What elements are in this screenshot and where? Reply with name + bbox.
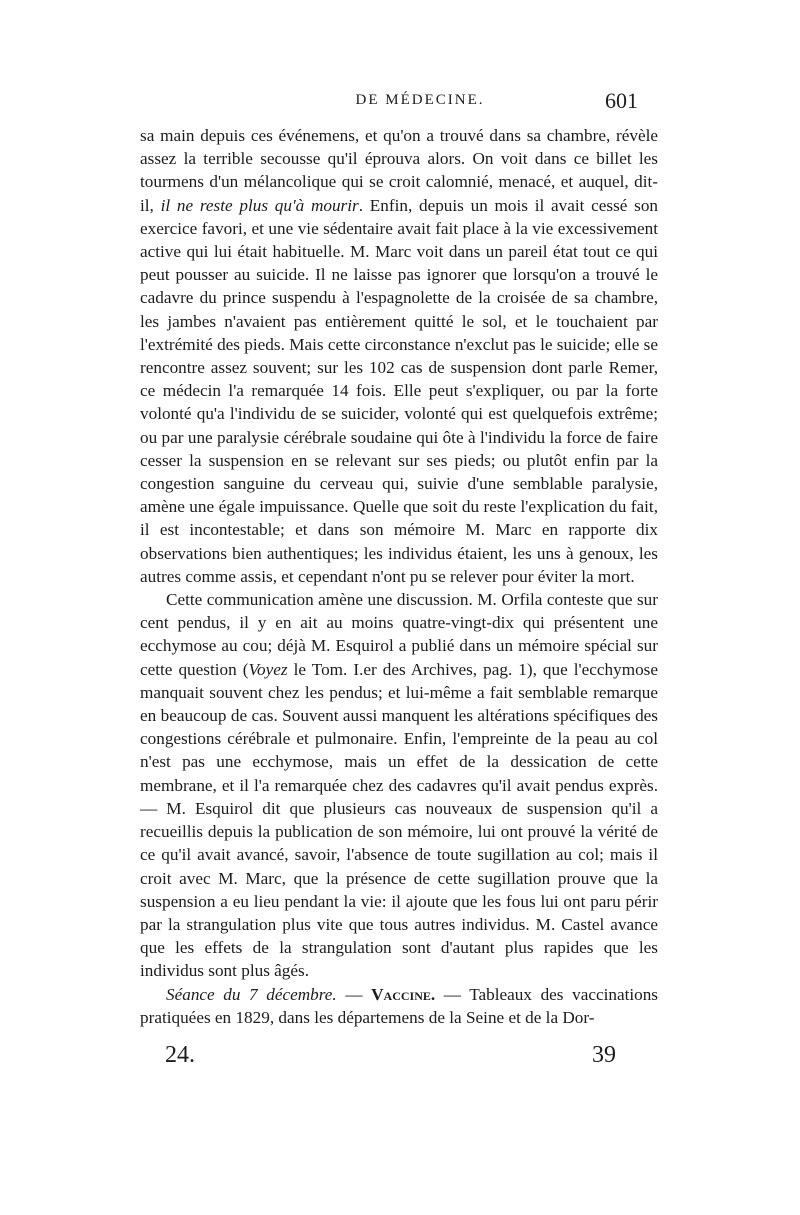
- voyez-italic: Voyez: [248, 659, 288, 679]
- signature-mark-right: 39: [592, 1042, 616, 1068]
- paragraph-1-part-1: sa main depuis ces événemens, et qu'on a trouvé dans sa chambre, révèle assez la terrible secousse qu'il éprouva alors. On voit dans ce billet les tourmens d'un mélancolique qui se croit calomnié, menacé, et auquel, dit-il,: [140, 126, 658, 215]
- seance-date: Séance du 7 décembre.: [166, 984, 337, 1004]
- dash: —: [336, 984, 372, 1004]
- paragraph-2-part-1: Cette communication amène une discussion. M. Orfila conteste que sur cent pendus, il y en ait au moins quatre-vingt-dix qui présentent une ecchymose au cou; déjà M. Esquirol a publié dans un mémoire spécial sur cette question (: [140, 590, 658, 679]
- paragraph-2-part-2: le Tom. I.er des Archives, pag. 1), que l'ecchymose manquait souvent chez les pendus; et lui-même a fait semblable remarque en beaucoup de cas. Souvent aussi manquent les altérations spécifiques des congestions cérébrale et pulmonaire. Enfin, l'empreinte de la peau au col n'est pas une ecchymose, mais un effet de la dessication de cette membrane, et il l'a remarquée chez des cadavres qu'il avait pendus exprès. — M. Esquirol dit que plusieurs cas nouveaux de suspension qu'il a recueillis depuis la publication de son mémoire, lui ont prouvé la vérité de ce qu'il avait avancé, savoir, l'absence de toute sugillation au col; mais il croit avec M. Marc, que la présence de cette sugillation prouve que la suspension a eu lieu pendant la vie: il ajoute que les fous lui ont paru périr par la strangulation plus vite que tous autres individus. M. Castel avance que les effets de la strangulation sont d'autant plus rapides que les individus sont plus âgés.: [140, 659, 658, 981]
- paragraph-2: [140, 588, 658, 982]
- paragraph-1: [140, 124, 658, 588]
- body-text: [140, 124, 658, 1029]
- paragraph-3-text: — Tableaux des vaccinations pratiquées en 1829, dans les départemens de la Seine et de la Dor-: [140, 984, 658, 1027]
- paragraph-1-part-2: . Enfin, depuis un mois il avait cessé son exercice favori, et une vie sédentaire avait fait place à la vie excessivement active qui lui était habituelle. M. Marc voit dans un pareil état tout ce qui peut pousser au suicide. Il ne laisse pas ignorer que lorsqu'on a trouvé le cadavre du prince suspendu à l'espagnolette de la croisée de sa chambre, les jambes n'avaient pas entièrement quitté le sol, et le touchaient par l'extrémité des pieds. Mais cette circonstance n'exclut pas le suicide; elle se rencontre assez souvent; sur les 102 cas de suspension dont parle Remer, ce médecin l'a remarquée 14 fois. Elle peut s'expliquer, ou par la forte volonté qu'a l'individu de se suicider, volonté qui est quelquefois extrême; ou par une paralysie cérébrale soudaine qui ôte à l'individu la force de faire cesser la suspension en se relevant sur ses pieds; ou plutôt enfin par la congestion sanguine du cerveau qui, suivie d'une semblable paralysie, amène une égale impuissance. Quelle que soit du reste l'explication du fait, il est incontestable; et dans son mémoire M. Marc en rapporte dix observations bien authentiques; les individus étaient, les uns à genoux, les autres comme assis, et cependant n'ont pu se relever pour éviter la mort.: [140, 195, 659, 586]
- running-head: DE MÉDECINE.: [355, 92, 485, 108]
- section-vaccine: Vaccine.: [371, 984, 436, 1004]
- signature-mark-left: 24.: [165, 1042, 195, 1068]
- page-number: 601: [605, 88, 638, 113]
- paragraph-3: [140, 983, 658, 1029]
- quoted-phrase: il ne reste plus qu'à mourir: [160, 195, 359, 215]
